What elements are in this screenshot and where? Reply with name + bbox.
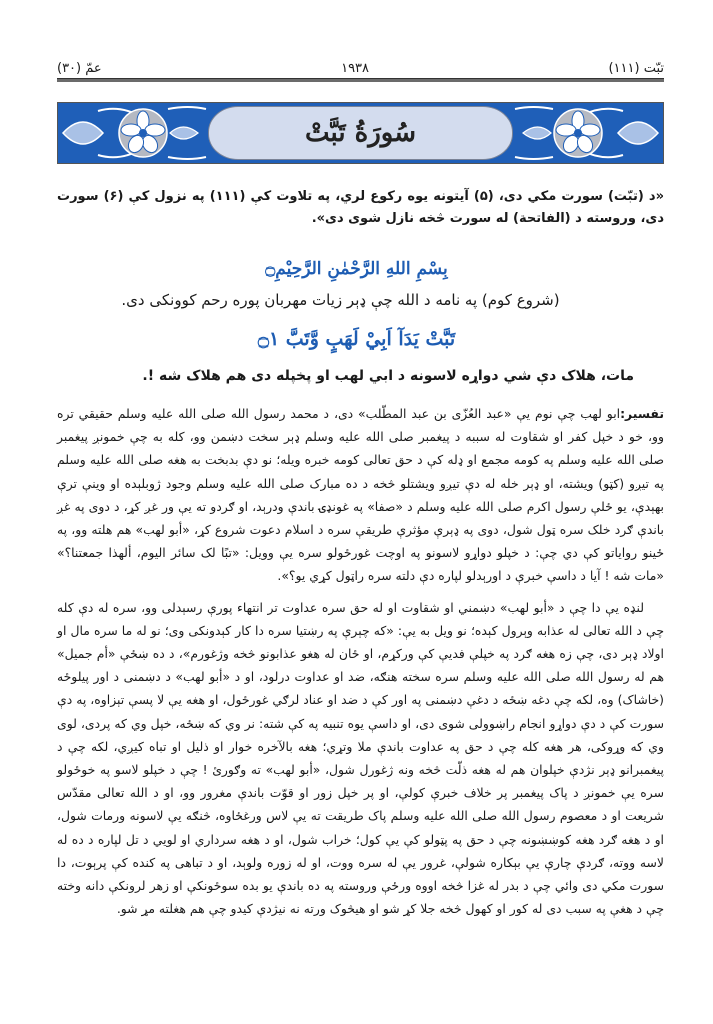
running-header	[57, 58, 664, 78]
surah-title: سُورَةُ تَبَّتْ	[304, 118, 417, 148]
header-rule	[57, 78, 664, 82]
surah-intro: «د (تبّت) سورت مکي دی، (۵) آیتونه یوه رکوع لري، په تلاوت کې (۱۱۱) په نزول کې (۶) سورت دی، وروسته د (الفاتحة) له سورت څخه نازل شوی دی».	[57, 189, 664, 226]
header-surah-ref: تبّت (۱۱۱)	[608, 60, 664, 76]
header-juz-ref: عمّ (۳۰)	[57, 60, 102, 76]
page-number: ۱۹۳۸	[341, 60, 370, 76]
ayah-arabic: تَبَّتْ يَدَآ اَبِيْ لَهَبٍ وَّتَبَّ ۝۱	[257, 328, 456, 350]
surah-title-banner	[57, 102, 664, 164]
basmala-arabic: بِسْمِ اللهِ الرَّحْمٰنِ الرَّحِيْمِ۝	[265, 259, 448, 279]
tafsir-paragraph-text: ابو لهب چې نوم یې «عبد العُزّی بن عبد المطّلب» دی، د محمد رسول الله صلی الله علیه وسلم حقیقي تره وو، خو د خپل کفر او شقاوت له سببه د پیغمبر صلی الله علیه وسلم ډېر سخت دښمن وو، کله به چې خمونږ پیغمبر صلی الله علیه وسلم په کومه مجمع او ډله کې د حق تعالی کومه خبره ویله؛ نو دې بدبخت به هغه صلی الله علیه وسلم په تیږو (کټو) ویشته، او ډېر خله له دې تیږو ویشتلو څخه د ده مبارک صلی الله علیه وسلم وجود ژوبلېده او وینې ترې بهېدې، یو ځلې رسول اکرم صلی الله علیه وسلم د «صفا» په غونډۍ باندې ودرېد، او ګردو ته یې ور غږ کړ، د دوی په غږ باندې ګرد خلک سره ټول شول، دوی په ډېرې مؤثرې طریقې سره د اسلام دعوت شروع کړ، «أبو لهب» هم هلته وو، په ځینو روایاتو کې دي چې: د خپلو دواړو لاسونو په اوچت غورځولو سره یې وویل: «تبًا لک سائر الیوم، ألهذا جمعتنا؟» «مات شه ! آیا د داسې خبرې د اورېدلو لپاره دې دلته سره راټول کړي یو؟».	[57, 406, 664, 584]
tafsir-label: تفسير:	[620, 406, 664, 421]
ornament-left-icon	[58, 103, 208, 163]
tafsir-paragraph	[57, 402, 664, 588]
tafsir-section	[57, 402, 664, 928]
title-cartouche	[208, 106, 513, 160]
basmala-translation: (شروع کوم) په نامه د الله چې ډېر زيات مهربان پوره رحم کوونکی دی.	[121, 291, 560, 309]
ornament-right-icon	[513, 103, 663, 163]
tafsir-paragraph: لنډه یې دا چې د «أبو لهب» دښمني او شقاوت او له حق سره عداوت تر انتهاء پورې رسېدلی وو، سره له دې کله چې د الله تعالی له عذابه وېرول کېده؛ نو ویل به یې: «که چېرې په رښتیا سره دا کار کېدونکی وی؛ نو له ما سره مال او اولاد ډېر دی، چې زه هغه ګرد په خپلې فدیې کې ورکړم، او ځان له هغو عذابونو څخه وژغورم»، د ده ښځې «أم جمیل» هم له رسول الله صلی الله علیه وسلم سره سخته هنګه، ضد او عداوت درلود، او د «أبو لهب» د دښمنی د اور پیلوځه (خاشاک) وه، لکه چې دغه ښځه د دغې دښمنی په اور کې د ضد او عناد لرګي غورځول، او هغه یې لا پسې تېزاوه، په دې سورت کې د دې دواړو انجام راښوولی شوی دی، او داسې یوه تنبیه په کې شته: نر وي که ښځه، خپل وي که پردی، لوی وي که وړوکی، هر هغه کله چې د حق په عداوت باندې ملا وتړي؛ هغه بالآخره خوار او ذلیل او تباه کیږي، لکه چې د پیغمبرانو ډېر نژدې خپلوان هم له هغه ذلّت څخه ونه ژغورل شول، «أبو لهب» ته وګورئ ! چې د خپلو لاسو په خوځولو سره یې خمونږ د پاک پیغمبر پر خلاف خبرې کولې، او پر خپل زور او قوّت باندې مغرور وو، او د الله تعالی مقدّس شریعت او د معصوم رسول الله صلی الله علیه وسلم پاک طریقت ته یې لاس ورغځاوه، څنګه یې لاسونه ورمات شول، او د هغه ګرد هغه کوښښونه چې د حق په پټولو کې یې کول؛ خراب شول، او د هغه سرداري او لویي د تل لپاره د ده له لاسه ووته، ګردې چارې یې بېکاره شولې، غرور یې له سره ووت، او له زوره ولوېد، او د تباهی په کنده کې پرېوت، دا سورت مکي دی وائي چې د بدر له غزا څخه اووه ورځې وروسته په ده باندې یو بده سوځونکې او زهر لرونکې دانه وخته چې د هغې په سبب دی له کور او کهول څخه جلا کړ شو او هیڅوک ورته نه نیژدې کیدو چې هم هغلته مړ شو.	[57, 599, 664, 917]
ayah-translation: مات، هلاک دې شي دواړه لاسونه د ابي لهب او پخپله دی هم هلاک شه !.	[142, 368, 634, 384]
